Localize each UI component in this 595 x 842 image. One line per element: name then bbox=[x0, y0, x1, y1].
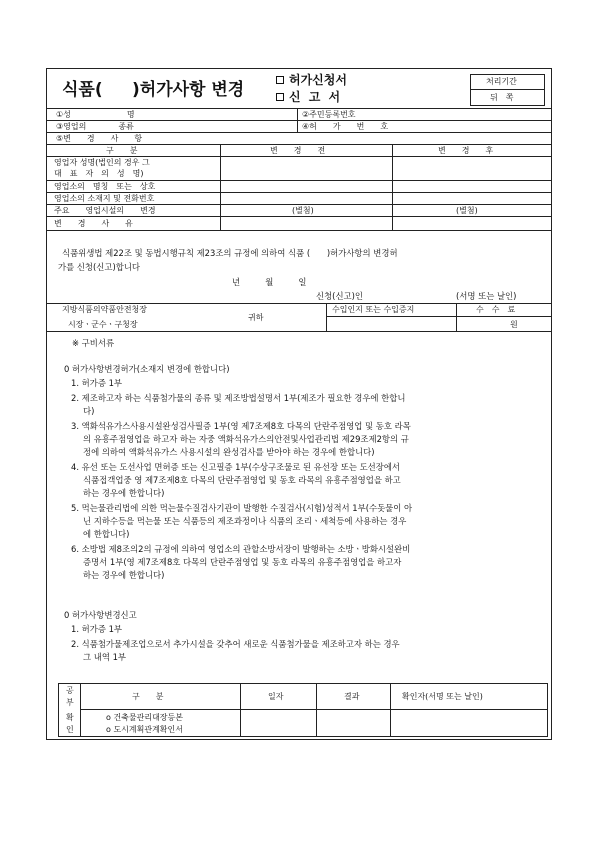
report-checkbox[interactable] bbox=[276, 93, 284, 101]
signature-hint: (서명 또는 날인) bbox=[456, 291, 517, 301]
section-2-title: 0 허가사항변경신고 bbox=[64, 610, 137, 620]
verification-row-building-register: o 건축물관리대장등본 bbox=[106, 713, 183, 722]
verification-side-label: 확 bbox=[66, 713, 74, 722]
verification-category-header: 구 분 bbox=[132, 692, 164, 701]
report-option-label: 신 고 서 bbox=[289, 90, 343, 104]
verification-side-label: 공 bbox=[66, 686, 74, 695]
separate-attachment-after: (별첨) bbox=[456, 206, 478, 215]
change-row-label: 영업소의 명칭 또는 상호 bbox=[54, 182, 156, 191]
application-checkbox[interactable] bbox=[276, 76, 284, 84]
verification-row-urban-planning: o 도시계획관계확인서 bbox=[106, 725, 183, 734]
required-document-line: 닌 지하수등을 먹는물 또는 식품등의 제조과정이나 식품의 조리ㆍ세척등에 사용하는 경우 bbox=[83, 516, 407, 526]
required-document-line: 정에 의하여 액화석유가스 사용시설의 완성검사를 받아야 하는 경우에 한합니다) bbox=[83, 447, 375, 457]
required-document-line: 4. 유선 또는 도선사업 면허증 또는 신고필증 1부(수상구조물로 된 유선장 또는 도선장에서 bbox=[71, 461, 401, 472]
verification-result-header: 결과 bbox=[344, 692, 360, 701]
recipient-line-2: 시장ㆍ군수ㆍ구청장 bbox=[68, 320, 138, 329]
required-documents-heading: ※ 구비서류 bbox=[72, 338, 115, 348]
before-column-header: 변 경 전 bbox=[270, 146, 326, 155]
application-option-label: 허가신청서 bbox=[289, 73, 347, 87]
recipient-honorific: 귀하 bbox=[248, 313, 264, 322]
verification-date-header: 일자 bbox=[268, 692, 284, 701]
after-column-header: 변 경 후 bbox=[438, 146, 494, 155]
applicant-signer-label: 신청(신고)인 bbox=[316, 291, 363, 301]
processing-period-label: 처리기간 bbox=[486, 77, 517, 86]
business-type-label: ③영업의 종류 bbox=[56, 122, 134, 131]
change-row-label: 대 표 자 의 성 명) bbox=[54, 169, 144, 178]
license-number-label: ④허 가 번 호 bbox=[302, 122, 389, 131]
form-title-suffix: )허가사항 변경 bbox=[132, 80, 245, 100]
required-document-line: 하는 경우에 한합니다) bbox=[83, 488, 165, 499]
required-document-line: 그 내역 1부 bbox=[83, 651, 127, 662]
required-document-line: 증명서 1부(영 제7조제8호 다목의 단란주점영업 및 동호 라목의 유흥주점영업을 하고자 bbox=[83, 557, 402, 568]
change-row-label: 영업소의 소재지 및 전화번호 bbox=[54, 194, 155, 203]
recipient-line-1: 지방식품의약품안전청장 bbox=[62, 305, 148, 314]
change-row-label: 변 경 사 유 bbox=[54, 219, 133, 228]
required-document-line: 3. 액화석유가스사용시설완성검사필증 1부(영 제7조제8호 다목의 단란주점영업 및 동호 라목 bbox=[71, 420, 411, 431]
required-document-line: 2. 제조하고자 하는 식품첨가물의 종류 및 제조방법설명서 1부(제조가 필요한 경우에 한합니 bbox=[71, 392, 406, 403]
change-row-label: 주요 영업시설의 변경 bbox=[54, 206, 156, 215]
change-row-label: 영업자 성명(법인의 경우 그 bbox=[54, 158, 150, 167]
processing-period-value: 뒤 쪽 bbox=[490, 93, 514, 102]
fee-label: 수 수 료 bbox=[476, 305, 516, 314]
required-document-line: 다) bbox=[83, 405, 95, 416]
required-document-line: 6. 소방법 제8조의2의 규정에 의하여 영업소의 관할소방서장이 발행하는 소방ㆍ방화시설완비 bbox=[71, 543, 411, 554]
fee-unit: 원 bbox=[510, 320, 518, 329]
section-1-title: 0 허가사항변경허가(소재지 변경에 한합니다) bbox=[64, 364, 230, 374]
required-document-line: 에 한합니다) bbox=[83, 529, 130, 540]
required-document-line: 식품접객업중 영 제7조제8호 다목의 단란주점영업 및 동호 라목의 유흥주점영업을 하고 bbox=[83, 474, 401, 485]
declaration-line-2: 가를 신청(신고)합니다 bbox=[58, 262, 141, 272]
verification-verifier-header: 확인자(서명 또는 날인) bbox=[402, 692, 483, 701]
required-document-line: 1. 허가증 1부 bbox=[71, 624, 123, 634]
required-document-line: 5. 먹는물관리법에 의한 먹는물수질검사기관이 발행한 수질검사(시험)성적서 1부(수돗물이 아 bbox=[71, 502, 413, 513]
name-label: ①성 명 bbox=[56, 110, 135, 119]
verification-side-label: 인 bbox=[66, 725, 74, 734]
change-items-label: ⑤변 경 사 항 bbox=[56, 134, 143, 143]
declaration-date: 년 월 일 bbox=[232, 277, 307, 287]
revenue-stamp-label: 수입인지 또는 수입증지 bbox=[332, 305, 415, 314]
required-document-line: 하는 경우에 한합니다) bbox=[83, 570, 165, 581]
category-column-header: 구 분 bbox=[106, 146, 138, 155]
verification-side-label: 부 bbox=[66, 698, 74, 707]
form-title-prefix: 식품( bbox=[62, 80, 103, 100]
separate-attachment-before: (별첨) bbox=[292, 206, 314, 215]
required-document-line: 2. 식품첨가물제조업으로서 추가시설을 갖추어 새로운 식품첨가물을 제조하고자 하는 경우 bbox=[71, 638, 400, 649]
id-number-label: ②주민등록번호 bbox=[302, 110, 356, 119]
required-document-line: 의 유흥주점영업을 하고자 하는 자중 액화석유가스의안전및사업관리법 제29조제2항의 규 bbox=[83, 433, 409, 444]
required-document-line: 1. 허가증 1부 bbox=[71, 378, 123, 388]
declaration-line-1: 식품위생법 제22조 및 동법시행규칙 제23조의 규정에 의하여 식품 ( )허가사항의 변경허 bbox=[62, 248, 398, 258]
